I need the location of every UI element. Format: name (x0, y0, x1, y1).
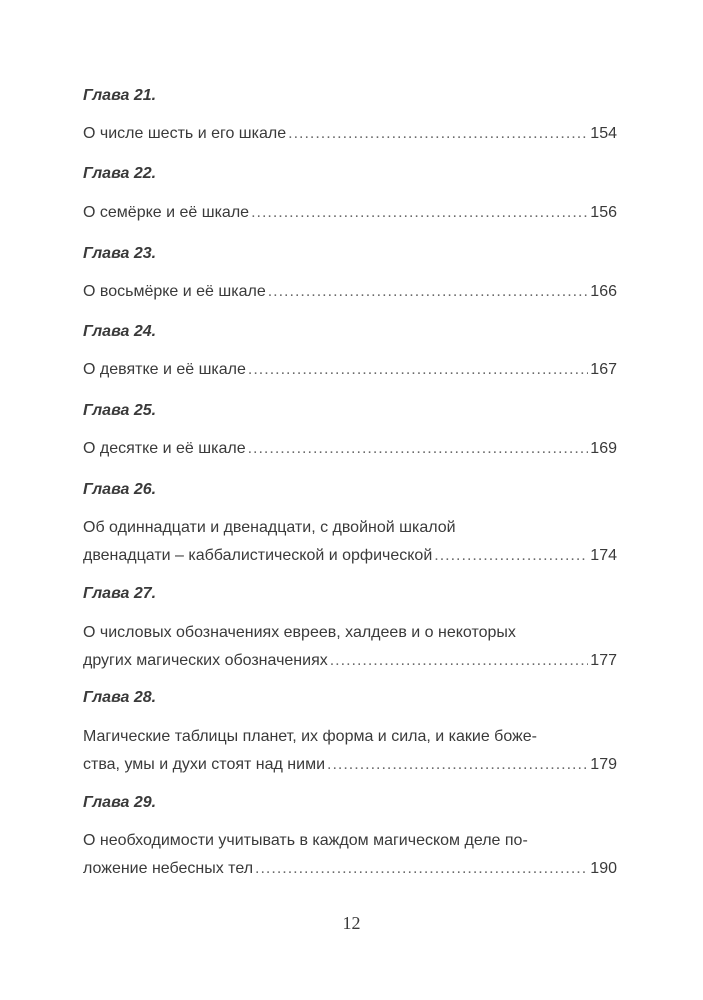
toc-line (83, 120, 617, 148)
toc-entry (83, 435, 617, 463)
toc-title: О числе шесть и его шкале (83, 125, 287, 142)
chapter-heading: Глава 25. (83, 402, 157, 419)
leader-dots (251, 199, 588, 227)
toc-title: О девятке и её шкале (83, 361, 246, 378)
toc-title: О семёрке и её шкале (83, 204, 250, 221)
toc-title-first-line: О числовых обозначениях евреев, халдеев и о некоторых (83, 624, 516, 641)
page-number: 12 (342, 913, 361, 933)
chapter-heading: Глава 23. (83, 245, 157, 262)
toc-title: ложение небесных тел (83, 860, 254, 877)
toc-line (83, 435, 617, 463)
leader-dots (248, 356, 588, 384)
toc-line (83, 278, 617, 306)
leader-dots (288, 120, 588, 148)
chapter-heading: Глава 26. (83, 481, 157, 498)
toc-entry (83, 356, 617, 384)
leader-dots (255, 855, 588, 883)
toc-title: О восьмёрке и её шкале (83, 283, 266, 300)
toc-entry (83, 120, 617, 148)
leader-dots (248, 435, 589, 463)
toc-page-number: 154 (590, 125, 617, 142)
leader-dots (327, 751, 588, 779)
leader-dots (330, 647, 589, 675)
chapter-heading: Глава 28. (83, 689, 157, 706)
toc-entry (83, 619, 617, 675)
chapter-heading: Глава 29. (83, 794, 157, 811)
toc-title: двенадцати – каббалистической и орфической (83, 547, 433, 564)
toc-entry (83, 278, 617, 306)
toc-title: ства, умы и духи стоят над ними (83, 756, 326, 773)
chapter-heading: Глава 27. (83, 585, 157, 602)
toc-title: других магических обозначениях (83, 652, 328, 669)
toc-entry (83, 827, 617, 883)
toc-line (83, 199, 617, 227)
toc-line (83, 855, 617, 883)
toc-page-number: 166 (590, 283, 617, 300)
toc-page-number: 179 (590, 756, 617, 773)
toc-page-number: 156 (590, 204, 617, 221)
toc-page-number: 190 (590, 860, 617, 877)
leader-dots (268, 278, 589, 306)
chapter-heading: Глава 21. (83, 87, 157, 104)
toc-title-first-line: О необходимости учитывать в каждом магическом деле по- (83, 832, 528, 849)
toc-line (83, 542, 617, 570)
toc-title-first-line: Об одиннадцати и двенадцати, с двойной шкалой (83, 519, 456, 536)
toc-page-number: 169 (590, 440, 617, 457)
chapter-heading: Глава 22. (83, 165, 157, 182)
leader-dots (434, 542, 588, 570)
toc-entry (83, 514, 617, 570)
toc-line (83, 647, 617, 675)
toc-page-number: 167 (590, 361, 617, 378)
toc-title: О десятке и её шкале (83, 440, 246, 457)
toc-line (83, 356, 617, 384)
toc-page-number: 177 (590, 652, 617, 669)
chapter-heading: Глава 24. (83, 323, 157, 340)
toc-line (83, 751, 617, 779)
toc-entry (83, 199, 617, 227)
toc-page-number: 174 (590, 547, 617, 564)
toc-entry (83, 723, 617, 779)
toc-title-first-line: Магические таблицы планет, их форма и сила, и какие боже- (83, 728, 537, 745)
